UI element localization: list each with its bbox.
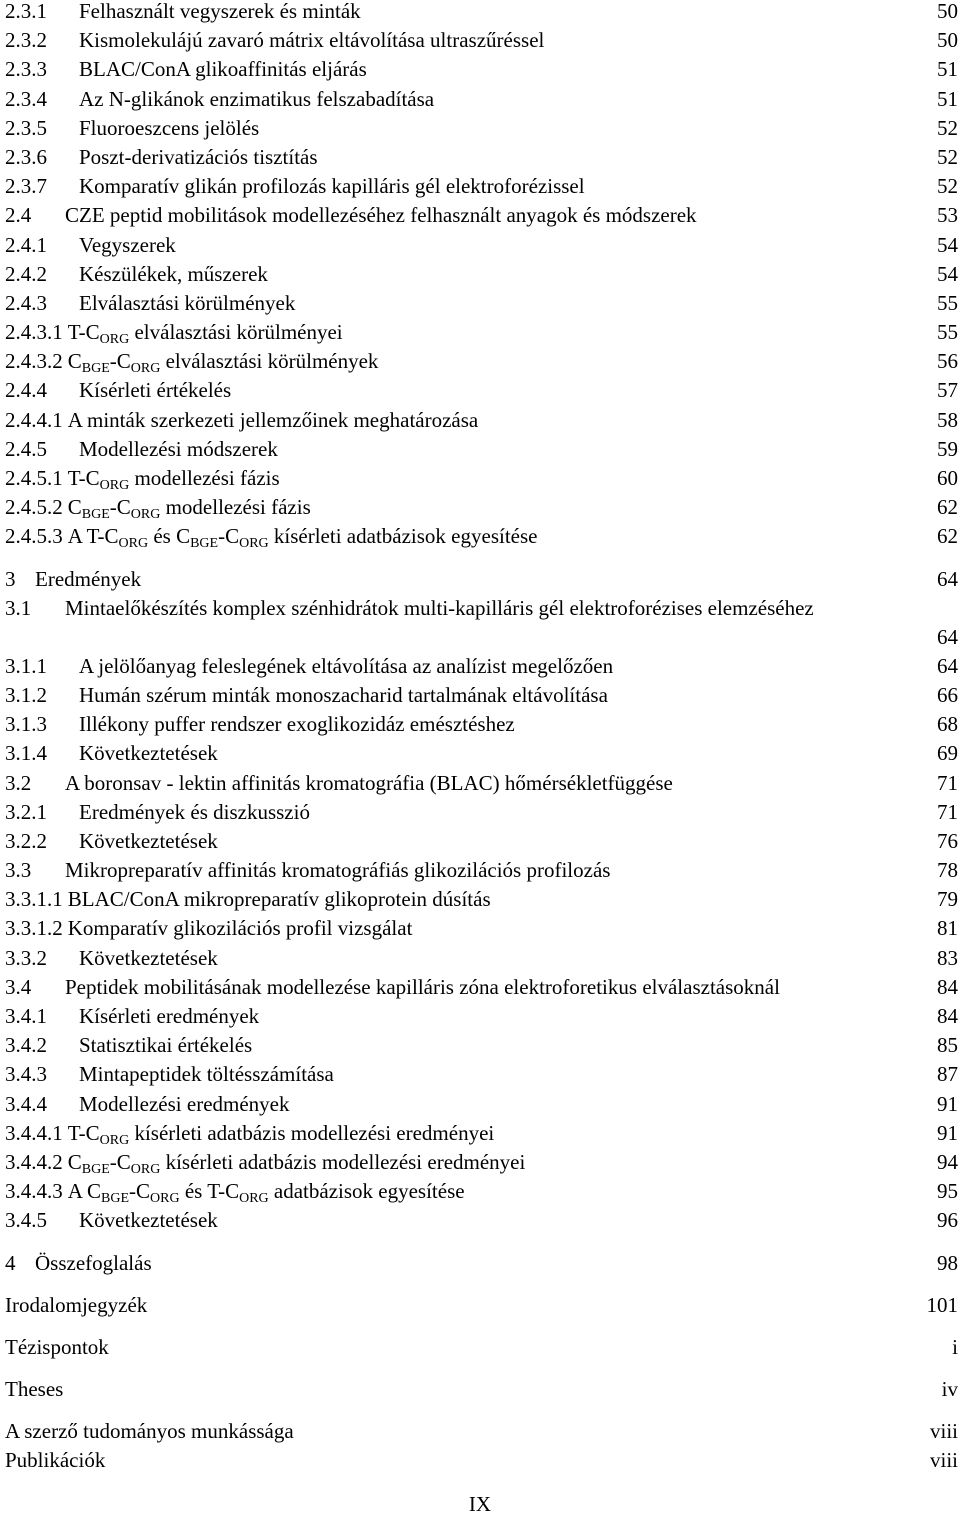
toc-entry-number: 4 bbox=[5, 1250, 16, 1275]
toc-entry-number: 2.4.3 bbox=[5, 290, 47, 315]
toc-entry-page: 55 bbox=[937, 320, 958, 345]
toc-entry-number: 2.4.3.2 bbox=[5, 349, 63, 374]
toc-entry-page: 71 bbox=[937, 799, 958, 824]
toc-entry-title bbox=[67, 495, 311, 523]
toc-entry[interactable] bbox=[5, 201, 960, 230]
toc-entry[interactable] bbox=[5, 681, 960, 710]
toc-entry-number: 2.4 bbox=[5, 203, 32, 228]
toc-entry-text bbox=[5, 565, 141, 594]
toc-entry[interactable] bbox=[5, 231, 960, 260]
toc-entry-text bbox=[5, 1291, 147, 1320]
toc-entry[interactable] bbox=[5, 944, 960, 973]
toc-entry-text bbox=[5, 1375, 63, 1404]
toc-entry[interactable] bbox=[5, 594, 960, 652]
toc-entry-page: 52 bbox=[937, 115, 958, 140]
toc-entry[interactable] bbox=[5, 289, 960, 318]
toc-entry-number: 3.4.1 bbox=[5, 1004, 47, 1028]
toc-entry-number: 3.1 bbox=[5, 595, 32, 620]
toc-entry-page: 69 bbox=[937, 741, 958, 766]
title-part: kísérleti adatbázis modellezési eredményei bbox=[129, 1120, 495, 1145]
toc-entry-page: 87 bbox=[937, 1062, 958, 1087]
toc-entry-text bbox=[5, 1446, 105, 1475]
toc-entry-page: 52 bbox=[937, 174, 958, 199]
subscript: ORG bbox=[130, 1161, 161, 1177]
toc-entry-title: Mintaelőkészítés komplex szénhidrátok multi-kapilláris gél elektroforézises elemzéséhez bbox=[65, 595, 814, 620]
toc-entry-page: 64 bbox=[937, 566, 958, 591]
toc-entry[interactable] bbox=[5, 1090, 960, 1119]
title-part: -C bbox=[109, 349, 131, 374]
subscript: ORG bbox=[239, 536, 269, 552]
toc-entry-title: Következtetések bbox=[79, 741, 218, 766]
toc-entry-title: Készülékek, műszerek bbox=[79, 261, 268, 286]
toc-entry-text bbox=[5, 172, 585, 201]
subscript: ORG bbox=[150, 1191, 180, 1207]
toc-entry-page: 50 bbox=[937, 28, 958, 53]
toc-entry-text bbox=[5, 1249, 152, 1278]
toc-entry-page: 98 bbox=[937, 1250, 958, 1275]
subscript: BGE bbox=[101, 1191, 130, 1207]
toc-entry-title bbox=[67, 1149, 526, 1177]
toc-entry-title: Peptidek mobilitásának modellezése kapilláris zóna elektroforetikus elválasztásoknál bbox=[65, 974, 780, 999]
title-part: kísérleti adatbázis modellezési eredményei bbox=[160, 1149, 526, 1174]
toc-entry-text bbox=[5, 856, 610, 885]
toc-entry-text bbox=[5, 769, 673, 798]
toc-entry[interactable] bbox=[5, 1119, 960, 1148]
toc-entry[interactable] bbox=[5, 1417, 960, 1446]
toc-entry-text bbox=[5, 1333, 109, 1362]
toc-entry-text bbox=[5, 231, 176, 260]
toc-entry[interactable] bbox=[5, 406, 960, 435]
toc-entry[interactable] bbox=[5, 143, 960, 172]
toc-entry-page: 55 bbox=[937, 290, 958, 315]
toc-entry-title: Mikropreparatív affinitás kromatográfiás glikozilációs profilozás bbox=[65, 858, 611, 883]
toc-entry[interactable] bbox=[5, 973, 960, 1002]
toc-entry[interactable] bbox=[5, 1031, 960, 1060]
toc-entry[interactable] bbox=[5, 85, 960, 114]
toc-entry-title: Publikációk bbox=[5, 1448, 106, 1473]
toc-entry-title: Theses bbox=[5, 1377, 64, 1402]
toc-entry-text bbox=[5, 798, 310, 827]
toc-entry-number: 2.4.5.2 bbox=[5, 495, 63, 520]
toc-entry-page: 52 bbox=[937, 144, 958, 169]
toc-entry[interactable] bbox=[5, 565, 960, 594]
toc-entry[interactable] bbox=[5, 914, 960, 943]
toc-entry-number: 3.2.1 bbox=[5, 799, 47, 824]
toc-entry[interactable] bbox=[5, 769, 960, 798]
toc-entry[interactable] bbox=[5, 318, 960, 347]
toc-entry-title: Poszt-derivatizációs tisztítás bbox=[79, 144, 318, 169]
toc-entry-page: 62 bbox=[937, 495, 958, 520]
toc-entry-number: 3.4.4.3 bbox=[5, 1179, 63, 1204]
toc-entry-page: 96 bbox=[937, 1208, 958, 1233]
title-part: modellezési fázis bbox=[160, 495, 311, 520]
subscript: ORG bbox=[130, 507, 161, 523]
toc-entry-number: 2.3.2 bbox=[5, 28, 47, 53]
title-part: T-C bbox=[67, 466, 100, 490]
toc-entry[interactable] bbox=[5, 652, 960, 681]
toc-entry-title: Komparatív glikán profilozás kapilláris gél elektroforézissel bbox=[79, 174, 585, 199]
page-number: IX bbox=[468, 1492, 492, 1516]
toc-entry-number: 2.4.5.1 bbox=[5, 466, 63, 490]
toc-entry-text bbox=[5, 464, 280, 493]
title-part: és C bbox=[148, 524, 191, 549]
toc-entry[interactable] bbox=[5, 493, 960, 522]
toc-entry[interactable] bbox=[5, 1148, 960, 1177]
toc-entry-text bbox=[5, 944, 218, 973]
toc-entry-title: Illékony puffer rendszer exoglikozidáz emésztéshez bbox=[79, 712, 515, 737]
toc-entry-page: 84 bbox=[937, 974, 958, 999]
toc-entry-title: Modellezési módszerek bbox=[79, 436, 278, 461]
toc-entry-title bbox=[67, 1179, 465, 1207]
subscript: BGE bbox=[190, 536, 219, 552]
toc-entry-page: 71 bbox=[937, 770, 958, 795]
toc-entry-page: viii bbox=[929, 1419, 958, 1444]
toc-entry-number: 3.2.2 bbox=[5, 828, 47, 853]
toc-entry-text bbox=[5, 885, 491, 914]
toc-entry-title bbox=[67, 466, 280, 493]
toc-entry-title: A boronsav - lektin affinitás kromatográfia (BLAC) hőmérsékletfüggése bbox=[65, 770, 673, 795]
toc-entry-title: Az N-glikánok enzimatikus felszabadítása bbox=[79, 86, 435, 111]
title-part: -C bbox=[129, 1179, 151, 1204]
table-of-contents bbox=[5, 0, 960, 1476]
toc-entry-text bbox=[5, 26, 544, 55]
title-part: elválasztási körülmények bbox=[160, 349, 379, 374]
toc-entry-text bbox=[5, 0, 361, 26]
title-part: T-C bbox=[67, 1120, 100, 1145]
toc-entry-page: 51 bbox=[937, 86, 958, 111]
toc-entry-text bbox=[5, 493, 311, 522]
toc-entry-page: 50 bbox=[937, 0, 958, 23]
toc-entry-number: 3 bbox=[5, 566, 16, 591]
toc-entry-text bbox=[5, 1090, 290, 1119]
toc-entry-text bbox=[5, 1148, 525, 1177]
toc-entry-title: Következtetések bbox=[79, 828, 218, 853]
toc-entry-title: BLAC/ConA mikropreparatív glikoprotein dúsítás bbox=[67, 887, 491, 912]
toc-entry-text bbox=[5, 1206, 218, 1235]
title-part: és T-C bbox=[179, 1179, 240, 1204]
toc-entry-number: 3.3.1.1 bbox=[5, 887, 63, 912]
toc-entry-text bbox=[5, 710, 515, 739]
toc-entry-number: 3.4.5 bbox=[5, 1208, 47, 1233]
toc-entry-number: 2.4.5 bbox=[5, 436, 47, 461]
toc-entry-text bbox=[5, 55, 367, 84]
toc-entry[interactable] bbox=[5, 1291, 960, 1320]
toc-entry-number: 2.4.4.1 bbox=[5, 407, 63, 432]
toc-entry-text bbox=[5, 1031, 252, 1060]
toc-entry[interactable] bbox=[5, 347, 960, 376]
toc-entry-text bbox=[5, 1417, 294, 1446]
toc-entry-page: 66 bbox=[937, 682, 958, 707]
title-part: modellezési fázis bbox=[129, 466, 280, 490]
toc-entry-page: 64 bbox=[937, 624, 958, 649]
toc-entry-number: 3.4 bbox=[5, 974, 32, 999]
toc-entry[interactable] bbox=[5, 435, 960, 464]
toc-entry-title: Modellezési eredmények bbox=[79, 1091, 290, 1116]
toc-entry[interactable] bbox=[5, 376, 960, 405]
toc-entry[interactable] bbox=[5, 172, 960, 201]
toc-entry-page: 64 bbox=[937, 653, 958, 678]
title-part: C bbox=[67, 349, 82, 374]
title-part: -C bbox=[218, 524, 240, 549]
toc-entry-text bbox=[5, 143, 318, 172]
toc-entry-text bbox=[5, 652, 613, 681]
toc-entry-page: 101 bbox=[926, 1292, 958, 1317]
toc-entry-page: 62 bbox=[937, 524, 958, 549]
toc-entry[interactable] bbox=[5, 1249, 960, 1278]
subscript: ORG bbox=[99, 478, 130, 493]
toc-entry-page: iv bbox=[941, 1377, 958, 1402]
toc-entry-page: viii bbox=[929, 1448, 958, 1473]
toc-entry-page: 51 bbox=[937, 57, 958, 82]
toc-entry-text bbox=[5, 435, 278, 464]
toc-entry-text bbox=[5, 973, 780, 1002]
title-part: A T-C bbox=[67, 524, 119, 549]
toc-entry-page: 54 bbox=[937, 261, 958, 286]
toc-entry-page: 79 bbox=[937, 887, 958, 912]
toc-entry[interactable] bbox=[5, 827, 960, 856]
toc-entry-page: 57 bbox=[937, 378, 958, 403]
toc-entry-page: 56 bbox=[937, 349, 958, 374]
toc-entry-title: A jelölőanyag feleslegének eltávolítása az analízist megelőzően bbox=[79, 653, 614, 678]
toc-entry-title bbox=[67, 524, 538, 552]
toc-entry-page: 81 bbox=[937, 916, 958, 941]
toc-entry-number: 2.3.7 bbox=[5, 174, 47, 199]
toc-entry-page: 83 bbox=[937, 945, 958, 970]
toc-entry-title: A minták szerkezeti jellemzőinek meghatározása bbox=[67, 407, 479, 432]
toc-entry-text bbox=[5, 681, 608, 710]
toc-entry-number: 3.1.4 bbox=[5, 741, 47, 766]
toc-entry-number: 2.4.1 bbox=[5, 232, 47, 257]
toc-entry[interactable] bbox=[5, 464, 960, 493]
toc-entry-title: Statisztikai értékelés bbox=[79, 1033, 253, 1058]
toc-entry-number: 3.4.4.1 bbox=[5, 1120, 63, 1145]
toc-entry-title bbox=[67, 320, 343, 348]
subscript: ORG bbox=[239, 1191, 269, 1207]
title-part: adatbázisok egyesítése bbox=[268, 1179, 465, 1204]
toc-entry-text bbox=[5, 914, 412, 943]
toc-entry[interactable] bbox=[5, 710, 960, 739]
toc-entry-page: 94 bbox=[937, 1149, 958, 1174]
toc-entry-number: 3.1.3 bbox=[5, 712, 47, 737]
title-part: C bbox=[67, 1149, 82, 1174]
toc-entry-title: Összefoglalás bbox=[35, 1250, 152, 1275]
toc-entry-title: Eredmények és diszkusszió bbox=[79, 799, 310, 824]
toc-entry-number: 3.4.4 bbox=[5, 1091, 47, 1116]
subscript: ORG bbox=[99, 1132, 130, 1148]
toc-entry-number: 2.3.6 bbox=[5, 144, 47, 169]
toc-entry-text bbox=[5, 201, 697, 230]
title-part: C bbox=[67, 495, 82, 520]
toc-entry-title: Felhasznált vegyszerek és minták bbox=[79, 0, 361, 23]
toc-entry-text bbox=[5, 114, 259, 143]
toc-entry[interactable] bbox=[5, 1446, 960, 1475]
toc-entry-title: CZE peptid mobilitások modellezéséhez felhasznált anyagok és módszerek bbox=[65, 203, 697, 228]
toc-entry-title: Irodalomjegyzék bbox=[5, 1292, 148, 1317]
title-part: -C bbox=[109, 1149, 131, 1174]
toc-entry-page: 91 bbox=[937, 1120, 958, 1145]
toc-entry[interactable] bbox=[5, 26, 960, 55]
toc-entry-number: 3.4.3 bbox=[5, 1062, 47, 1087]
toc-entry-number: 2.3.3 bbox=[5, 57, 47, 82]
toc-entry-title: BLAC/ConA glikoaffinitás eljárás bbox=[79, 57, 367, 82]
toc-entry-page: 58 bbox=[937, 407, 958, 432]
subscript: ORG bbox=[130, 361, 161, 377]
subscript: BGE bbox=[81, 1161, 110, 1177]
toc-entry[interactable] bbox=[5, 0, 960, 26]
toc-entry-text bbox=[5, 739, 218, 768]
toc-entry-text bbox=[5, 85, 434, 114]
toc-entry-text bbox=[5, 1002, 259, 1031]
toc-entry-number: 3.3 bbox=[5, 858, 32, 883]
toc-entry[interactable] bbox=[5, 739, 960, 768]
toc-entry-title: Kísérleti eredmények bbox=[79, 1004, 260, 1028]
toc-entry-title: Kismolekulájú zavaró mátrix eltávolítása ultraszűréssel bbox=[79, 28, 545, 53]
toc-entry-number: 2.4.2 bbox=[5, 261, 47, 286]
toc-entry[interactable] bbox=[5, 522, 960, 551]
toc-entry-title: Kísérleti értékelés bbox=[79, 378, 232, 403]
subscript: ORG bbox=[99, 332, 130, 348]
toc-entry-text bbox=[5, 1119, 494, 1148]
toc-entry-title bbox=[67, 349, 379, 377]
toc-entry[interactable] bbox=[5, 1375, 960, 1404]
toc-entry-page: 59 bbox=[937, 436, 958, 461]
title-part: A C bbox=[67, 1179, 102, 1204]
subscript: BGE bbox=[81, 361, 110, 377]
toc-entry[interactable] bbox=[5, 798, 960, 827]
toc-entry-title: Vegyszerek bbox=[79, 232, 176, 257]
toc-entry-page: i bbox=[952, 1334, 958, 1359]
toc-entry-title: Következtetések bbox=[79, 1208, 218, 1233]
subscript: ORG bbox=[118, 536, 149, 552]
toc-entry-number: 2.4.4 bbox=[5, 378, 47, 403]
toc-entry-text bbox=[5, 522, 537, 551]
toc-entry-text bbox=[5, 289, 295, 318]
toc-entry-title: Következtetések bbox=[79, 945, 218, 970]
toc-entry-number: 3.1.1 bbox=[5, 653, 47, 678]
toc-entry-number: 2.3.5 bbox=[5, 115, 47, 140]
toc-entry-page: 95 bbox=[937, 1179, 958, 1204]
toc-entry-text bbox=[5, 260, 268, 289]
toc-entry-number: 3.4.2 bbox=[5, 1033, 47, 1058]
toc-entry-page: 91 bbox=[937, 1091, 958, 1116]
toc-entry-title: Tézispontok bbox=[5, 1334, 109, 1359]
toc-entry-title: A szerző tudományos munkássága bbox=[5, 1419, 294, 1444]
toc-entry-number: 3.3.2 bbox=[5, 945, 47, 970]
toc-entry[interactable] bbox=[5, 1206, 960, 1235]
title-part: -C bbox=[109, 495, 131, 520]
toc-entry-title: Eredmények bbox=[35, 566, 142, 591]
toc-entry-number: 3.4.4.2 bbox=[5, 1149, 63, 1174]
toc-entry-title: Mintapeptidek töltésszámítása bbox=[79, 1062, 334, 1087]
toc-entry-number: 3.3.1.2 bbox=[5, 916, 63, 941]
toc-entry[interactable] bbox=[5, 856, 960, 885]
toc-entry-text bbox=[5, 347, 378, 376]
toc-entry-title: Humán szérum minták monoszacharid tartalmának eltávolítása bbox=[79, 682, 608, 707]
toc-entry[interactable] bbox=[5, 55, 960, 84]
toc-entry[interactable] bbox=[5, 1177, 960, 1206]
toc-entry-text bbox=[5, 594, 875, 623]
toc-entry-page: 53 bbox=[937, 203, 958, 228]
title-part: kísérleti adatbázisok egyesítése bbox=[268, 524, 538, 549]
toc-entry-title: Elválasztási körülmények bbox=[79, 290, 296, 315]
toc-entry-number: 2.3.1 bbox=[5, 0, 47, 23]
title-part: T-C bbox=[67, 320, 100, 345]
toc-entry-text bbox=[5, 376, 231, 405]
toc-entry-page: 76 bbox=[937, 828, 958, 853]
toc-entry-number: 2.4.3.1 bbox=[5, 320, 63, 345]
toc-entry-text bbox=[5, 318, 343, 347]
toc-entry-page: 54 bbox=[937, 232, 958, 257]
toc-entry[interactable] bbox=[5, 260, 960, 289]
toc-entry[interactable] bbox=[5, 1333, 960, 1362]
toc-entry-page: 85 bbox=[937, 1033, 958, 1058]
toc-entry-page: 60 bbox=[937, 466, 958, 490]
toc-entry[interactable] bbox=[5, 885, 960, 914]
toc-entry-number: 2.4.5.3 bbox=[5, 524, 63, 549]
toc-entry-text bbox=[5, 827, 218, 856]
toc-entry-page: 78 bbox=[937, 858, 958, 883]
toc-entry-title: Komparatív glikozilációs profil vizsgálat bbox=[67, 916, 413, 941]
subscript: BGE bbox=[81, 507, 110, 523]
toc-entry-page: 84 bbox=[937, 1004, 958, 1028]
toc-entry[interactable] bbox=[5, 1002, 960, 1031]
title-part: elválasztási körülményei bbox=[129, 320, 343, 345]
toc-entry-number: 3.2 bbox=[5, 770, 32, 795]
toc-entry-page: 68 bbox=[937, 712, 958, 737]
toc-entry-number: 3.1.2 bbox=[5, 682, 47, 707]
toc-entry-number: 2.3.4 bbox=[5, 86, 47, 111]
toc-entry-text bbox=[5, 406, 478, 435]
toc-entry-title bbox=[67, 1120, 495, 1148]
toc-entry-title: Fluoroeszcens jelölés bbox=[79, 115, 260, 140]
toc-entry[interactable] bbox=[5, 1060, 960, 1089]
toc-entry[interactable] bbox=[5, 114, 960, 143]
toc-entry-text bbox=[5, 1060, 334, 1089]
toc-entry-text bbox=[5, 1177, 465, 1206]
